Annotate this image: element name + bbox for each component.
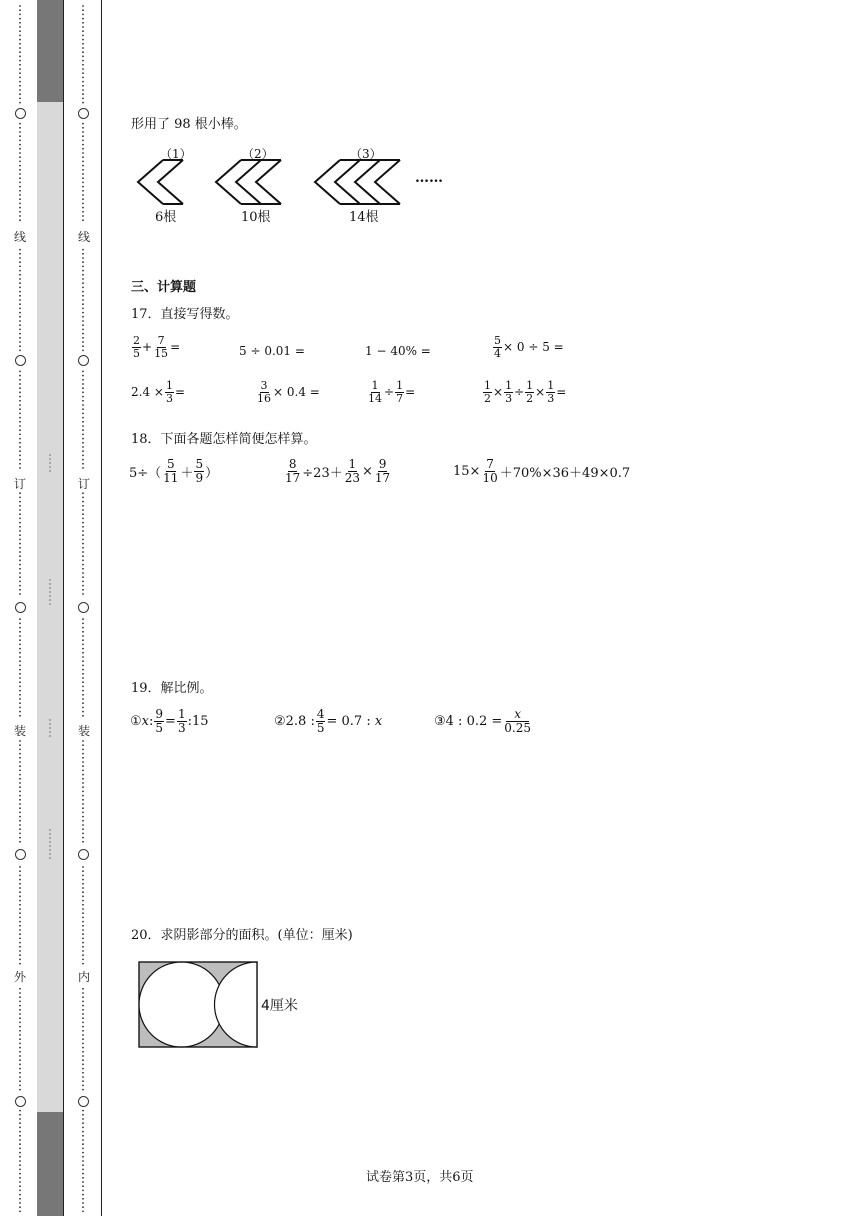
shaded-area-figure bbox=[138, 961, 260, 1049]
figure-count-1: 6根 bbox=[155, 210, 177, 225]
q20-title: 20．求阴影部分的面积。(单位：厘米) bbox=[131, 928, 353, 943]
q19-prop-1: ① x : $\frac{9}{5}$ = $\frac{1}{3}$ :15 bbox=[130, 707, 209, 735]
figure-count-3: 14根 bbox=[349, 210, 379, 225]
outer-label-wai: 外 bbox=[14, 970, 27, 984]
q17-title: 17．直接写得数。 bbox=[131, 307, 239, 322]
intro-text: 形用了 98 根小棒。 bbox=[131, 117, 247, 132]
inner-label-ding: 订 bbox=[78, 477, 91, 491]
q18-expr-1: 5÷（ $\frac{5}{11}$ ＋ $\frac{5}{9}$ ） bbox=[129, 457, 219, 485]
q17-item-a: $\frac{2}{5}$ + $\frac{7}{15}$ = bbox=[133, 334, 181, 360]
q17-item-h: $\frac{1}{2}$ × $\frac{1}{3}$ ÷ $\frac{1}{2}$ × $\frac{1}{3}$ = bbox=[484, 379, 567, 405]
inner-label-nei: 内 bbox=[78, 970, 91, 984]
page-footer: 试卷第3页，共6页 bbox=[366, 1170, 474, 1185]
section-title: 三、计算题 bbox=[131, 280, 197, 295]
q17-item-g: $\frac{1}{14}$ ÷ $\frac{1}{7}$ = bbox=[368, 379, 416, 405]
q19-prop-2: ②2.8 : $\frac{4}{5}$ = 0.7 : x bbox=[274, 707, 383, 735]
figure-label-3: （3） bbox=[350, 147, 382, 161]
outer-label-xian: 线 bbox=[14, 230, 27, 244]
figure-label-2: （2） bbox=[242, 147, 274, 161]
dimension-label: 4厘米 bbox=[261, 998, 298, 1014]
q17-item-d: $\frac{5}{4}$ × 0 ÷ 5 = bbox=[494, 334, 564, 360]
q17-item-e: 2.4 × $\frac{1}{3}$ = bbox=[131, 379, 186, 405]
q18-expr-3: 15× $\frac{7}{10}$ ＋70%×36＋49×0.7 bbox=[453, 457, 631, 485]
figure-ellipsis: …… bbox=[415, 170, 443, 186]
figure-count-2: 10根 bbox=[241, 210, 271, 225]
inner-label-zhuang: 装 bbox=[78, 724, 91, 738]
q18-expr-2: $\frac{8}{17}$ ÷23＋ $\frac{1}{23}$ × $\frac{9}{17}$ bbox=[285, 457, 391, 485]
q17-item-b: 5 ÷ 0.01 = bbox=[239, 344, 305, 358]
binding-dotted-lines bbox=[0, 0, 102, 1216]
inner-label-xian: 线 bbox=[78, 230, 91, 244]
q17-item-c: 1 − 40% = bbox=[365, 344, 431, 358]
outer-label-zhuang: 装 bbox=[14, 724, 27, 738]
figure-label-1: （1） bbox=[160, 147, 192, 161]
outer-label-ding: 订 bbox=[14, 477, 27, 491]
q17-item-f: $\frac{3}{16}$ × 0.4 = bbox=[257, 379, 320, 405]
q18-title: 18．下面各题怎样简便怎样算。 bbox=[131, 432, 317, 447]
q19-prop-3: ③4 : 0.2 = $\frac{x}{0.25}$ bbox=[434, 707, 531, 735]
q19-title: 19．解比例。 bbox=[131, 681, 213, 696]
